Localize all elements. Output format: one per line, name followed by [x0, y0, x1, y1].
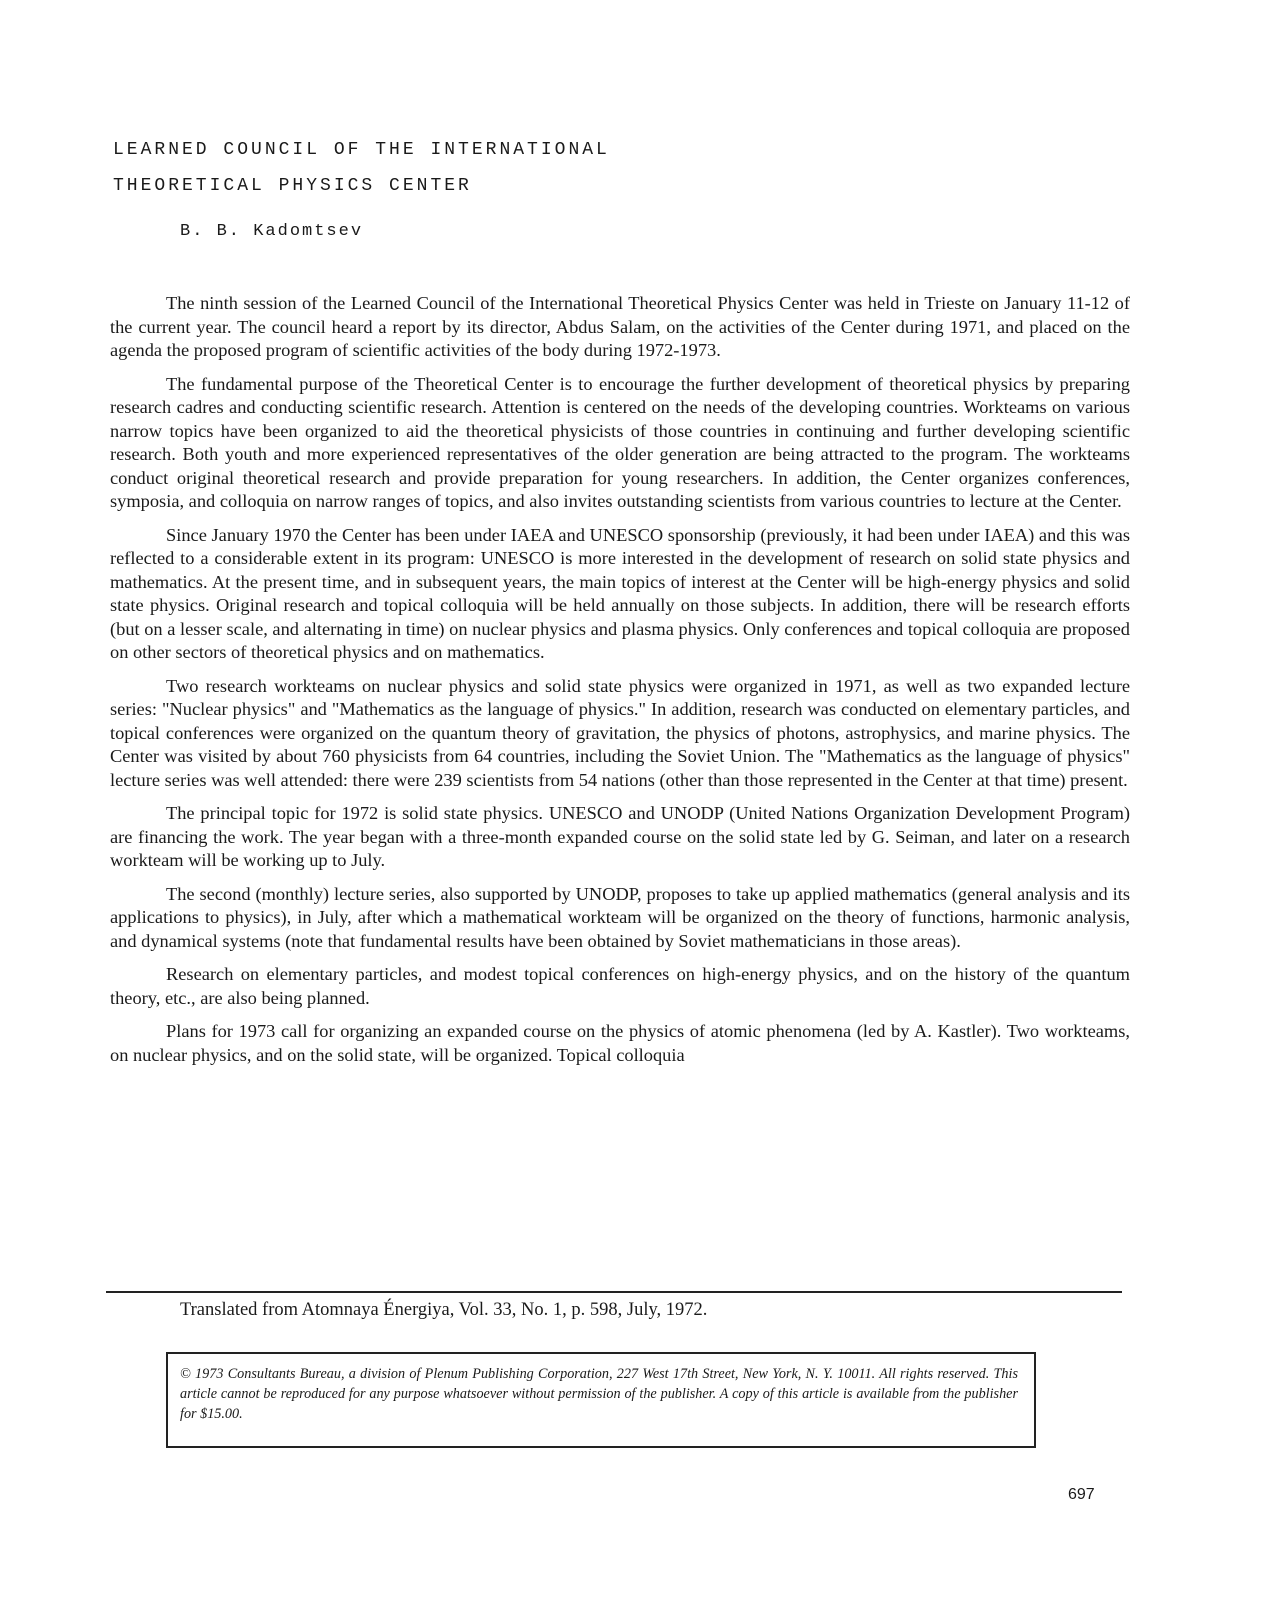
paragraph: The fundamental purpose of the Theoretical Center is to encourage the further development of theoretical physics by preparing research cadres and conducting scientific research. Attention is centered on the needs of the developing countries. Workteams on various narrow topics have been organized to aid the theoretical physicists of those countries in continuing and further developing scientific research. Both youth and more experienced representatives of the older generation are being attracted to the program. The workteams conduct original theoretical research and provide preparation for young researchers. In addition, the Center organizes conferences, symposia, and colloquia on narrow ranges of topics, and also invites outstanding scientists from various countries to lecture at the Center. [110, 373, 1130, 511]
paragraph: The second (monthly) lecture series, also supported by UNODP, proposes to take up applied mathematics (general analysis and its applications to physics), in July, after which a mathematical workteam will be organized on the theory of functions, harmonic analysis, and dynamical systems (note that fundamental results have been obtained by Soviet mathematicians in those areas). [110, 883, 1130, 951]
paragraph: Two research workteams on nuclear physics and solid state physics were organized in 1971, as well as two expanded lecture series: "Nuclear physics" and "Mathematics as the language of physics." In addition, research was conducted on elementary particles, and topical conferences were organized on the quantum theory of gravitation, the physics of photons, astrophysics, and marine physics. The Center was visited by about 760 physicists from 64 countries, including the Soviet Union. The "Mathematics as the language of physics" lecture series was well attended: there were 239 scientists from 54 nations (other than those represented in the Center at that time) present. [110, 675, 1130, 790]
author-name: B. B. Kadomtsev [180, 222, 364, 241]
paragraph: Plans for 1973 call for organizing an expanded course on the physics of atomic phenomena (led by A. Kastler). Two workteams, on nuclear physics, and on the solid state, will be organized. Topical colloquia [110, 1021, 1130, 1065]
paragraph: Since January 1970 the Center has been under IAEA and UNESCO sponsorship (previously, it had been under IAEA) and this was reflected to a considerable extent in its program: UNESCO is more interested in the development of research on solid state physics and mathematics. At the present time, and in subsequent years, the main topics of interest at the Center will be high-energy physics and solid state physics. Original research and topical colloquia will be held annually on those subjects. In addition, there will be research efforts (but on a lesser scale, and alternating in time) on nuclear physics and plasma physics. Only conferences and topical colloquia are proposed on other sectors of theoretical physics and on mathematics. [110, 524, 1130, 662]
page-number: 697 [1068, 1486, 1095, 1503]
paragraph: Research on elementary particles, and modest topical conferences on high-energy physics, and on the history of the quantum theory, etc., are also being planned. [110, 964, 1130, 1008]
paragraph: The principal topic for 1972 is solid state physics. UNESCO and UNODP (United Nations Organization Development Program) are financing the work. The year began with a three-month expanded course on the solid state led by G. Seiman, and later on a research workteam will be working up to July. [110, 803, 1130, 870]
footnote-divider [106, 1291, 1122, 1293]
copyright-text: © 1973 Consultants Bureau, a division of Plenum Publishing Corporation, 227 West 17th Street, New York, N. Y. 10011. All rights reserved. This article cannot be reproduced for any purpose whatsoever without permission of the publisher. A copy of this article is available from the publisher for $15.00. [180, 1366, 1018, 1422]
article-body [110, 292, 1130, 1077]
article-title-line-2: THEORETICAL PHYSICS CENTER [113, 176, 472, 196]
paragraph: The ninth session of the Learned Council of the International Theoretical Physics Center was held in Trieste on January 11-12 of the current year. The council heard a report by its director, Abdus Salam, on the activities of the Center during 1971, and placed on the agenda the proposed program of scientific activities of the body during 1972-1973. [110, 293, 1130, 360]
translation-source-note: Translated from Atomnaya Énergiya, Vol. 33, No. 1, p. 598, July, 1972. [180, 1300, 708, 1320]
copyright-notice-box [166, 1352, 1036, 1448]
article-title-line-1: LEARNED COUNCIL OF THE INTERNATIONAL [113, 140, 610, 160]
